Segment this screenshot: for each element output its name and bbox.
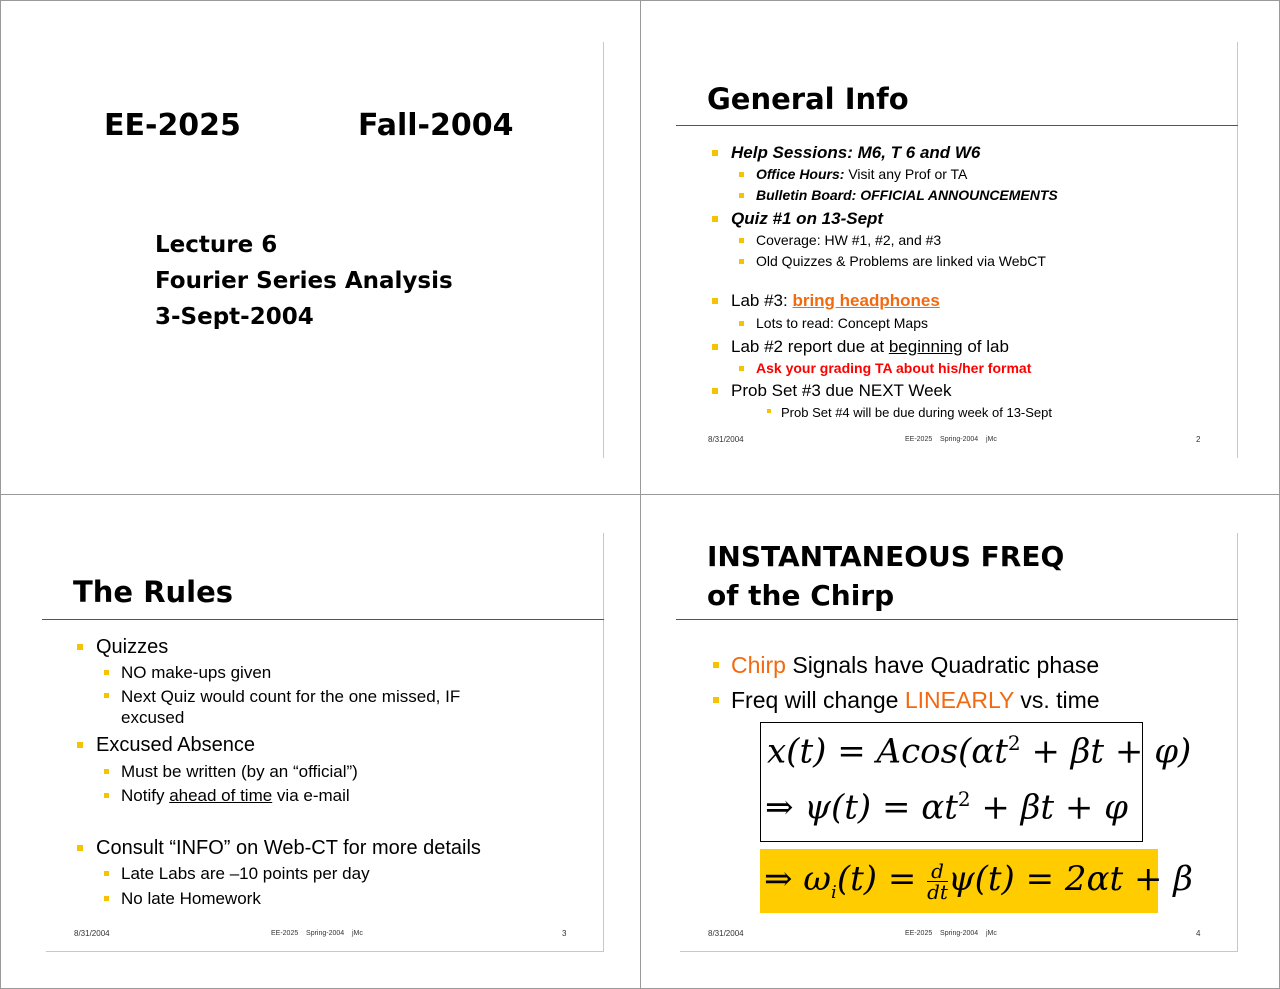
bullet-marker <box>104 670 109 675</box>
title-rule <box>42 619 604 620</box>
slide-title: INSTANTANEOUS FREQ of the Chirp <box>707 540 1065 612</box>
lab-two-report: Lab #2 report due at beginning of lab <box>731 337 1009 356</box>
slide-title: General Info <box>707 82 909 116</box>
slide-1 <box>0 0 640 494</box>
title-rule <box>676 619 1238 620</box>
excused-absence: Excused Absence <box>96 734 255 756</box>
chirp-quadratic: Chirp Signals have Quadratic phase <box>731 652 1100 678</box>
bullet-marker <box>104 793 109 798</box>
lecture-topic: Fourier Series Analysis <box>155 268 453 294</box>
bring-headphones-link[interactable]: bring headphones <box>792 291 940 310</box>
bullet-marker <box>712 344 718 350</box>
lab-three: Lab #3: bring headphones <box>731 291 940 310</box>
bullet-marker <box>712 388 718 394</box>
bulletin-board: Bulletin Board: OFFICIAL ANNOUNCEMENTS <box>756 187 1058 203</box>
footer-date: 8/31/2004 <box>708 929 744 938</box>
bullet-marker <box>739 366 744 371</box>
lecture-number: Lecture 6 <box>155 232 278 258</box>
phase-equation: ⇒ $\psi(t) = \alpha t^2 + \beta t + \varphi$ <box>765 787 1128 828</box>
bullet-marker <box>739 193 744 198</box>
no-makeups: NO make-ups given <box>121 663 272 682</box>
must-be-written: Must be written (by an “official”) <box>121 762 358 781</box>
prob-set-four: Prob Set #4 will be due during week of 13-Sept <box>781 405 1053 420</box>
page-number: 2 <box>1196 435 1201 444</box>
consult-info: Consult “INFO” on Web-CT for more details <box>96 837 481 859</box>
help-sessions: Help Sessions: M6, T 6 and W6 <box>731 143 981 162</box>
slide-shadow <box>603 533 604 951</box>
footer-date: 8/31/2004 <box>74 929 110 938</box>
instantaneous-frequency-equation: ⇒ $\omega_i(t)$ = $\frac{d}{dt}$ ψ(t) = 2αt + β <box>760 849 1158 913</box>
bullet-marker <box>739 259 744 264</box>
old-quizzes: Old Quizzes & Problems are linked via WebCT <box>756 253 1046 269</box>
bullet-marker <box>77 644 83 650</box>
bullet-marker <box>104 769 109 774</box>
bullet-marker <box>712 298 718 304</box>
slide-shadow <box>46 951 604 952</box>
ask-ta-note: Ask your grading TA about his/her format <box>756 360 1032 376</box>
footer-center: EE-2025 Spring-2004 jMc <box>905 436 997 443</box>
next-quiz-rule: Next Quiz would count for the one missed, IF excused <box>121 687 461 727</box>
slide-shadow <box>1237 42 1238 458</box>
slide-2 <box>640 0 1280 494</box>
slide-4 <box>640 495 1280 989</box>
coverage: Coverage: HW #1, #2, and #3 <box>756 232 942 248</box>
slide-shadow <box>603 42 604 458</box>
slide-shadow <box>1237 533 1238 951</box>
bullet-marker <box>739 238 744 243</box>
bullet-marker <box>712 216 718 222</box>
freq-linear: Freq will change LINEARLY vs. time <box>731 687 1100 713</box>
bullet-marker <box>713 697 719 703</box>
bullet-marker <box>104 871 109 876</box>
page-number: 3 <box>562 929 567 938</box>
footer-date: 8/31/2004 <box>708 435 744 444</box>
course-title: EE-2025 <box>104 108 241 143</box>
chirp-equation-box <box>760 722 1192 842</box>
footer-center: EE-2025 Spring-2004 jMc <box>905 930 997 937</box>
no-late-homework: No late Homework <box>121 889 261 908</box>
bullet-marker <box>77 845 83 851</box>
prob-set-three: Prob Set #3 due NEXT Week <box>731 381 952 400</box>
quiz-one: Quiz #1 on 13-Sept <box>731 209 884 228</box>
title-rule <box>676 125 1238 126</box>
footer-center: EE-2025 Spring-2004 jMc <box>271 930 363 937</box>
bullet-marker <box>104 693 109 698</box>
bullet-marker <box>713 662 719 668</box>
bullet-marker <box>77 742 83 748</box>
page-number: 4 <box>1196 929 1201 938</box>
bullet-marker <box>104 896 109 901</box>
term-title: Fall-2004 <box>358 108 514 143</box>
chirp-signal-equation: $x(t) = Acos(\alpha t^2 + \beta t + \varphi)$ <box>767 731 1192 772</box>
lecture-date: 3-Sept-2004 <box>155 304 314 330</box>
slide-3 <box>0 495 640 989</box>
bullet-marker <box>767 409 771 413</box>
office-hours: Office Hours: Visit any Prof or TA <box>756 166 968 182</box>
bullet-marker <box>739 321 744 326</box>
bullet-marker <box>712 150 718 156</box>
lots-to-read: Lots to read: Concept Maps <box>756 315 928 331</box>
quizzes: Quizzes <box>96 636 169 658</box>
slide-title: The Rules <box>73 575 234 609</box>
bullet-marker <box>739 172 744 177</box>
late-labs: Late Labs are –10 points per day <box>121 864 370 883</box>
notify-email: Notify ahead of time via e-mail <box>121 786 350 805</box>
slide-shadow <box>680 951 1238 952</box>
